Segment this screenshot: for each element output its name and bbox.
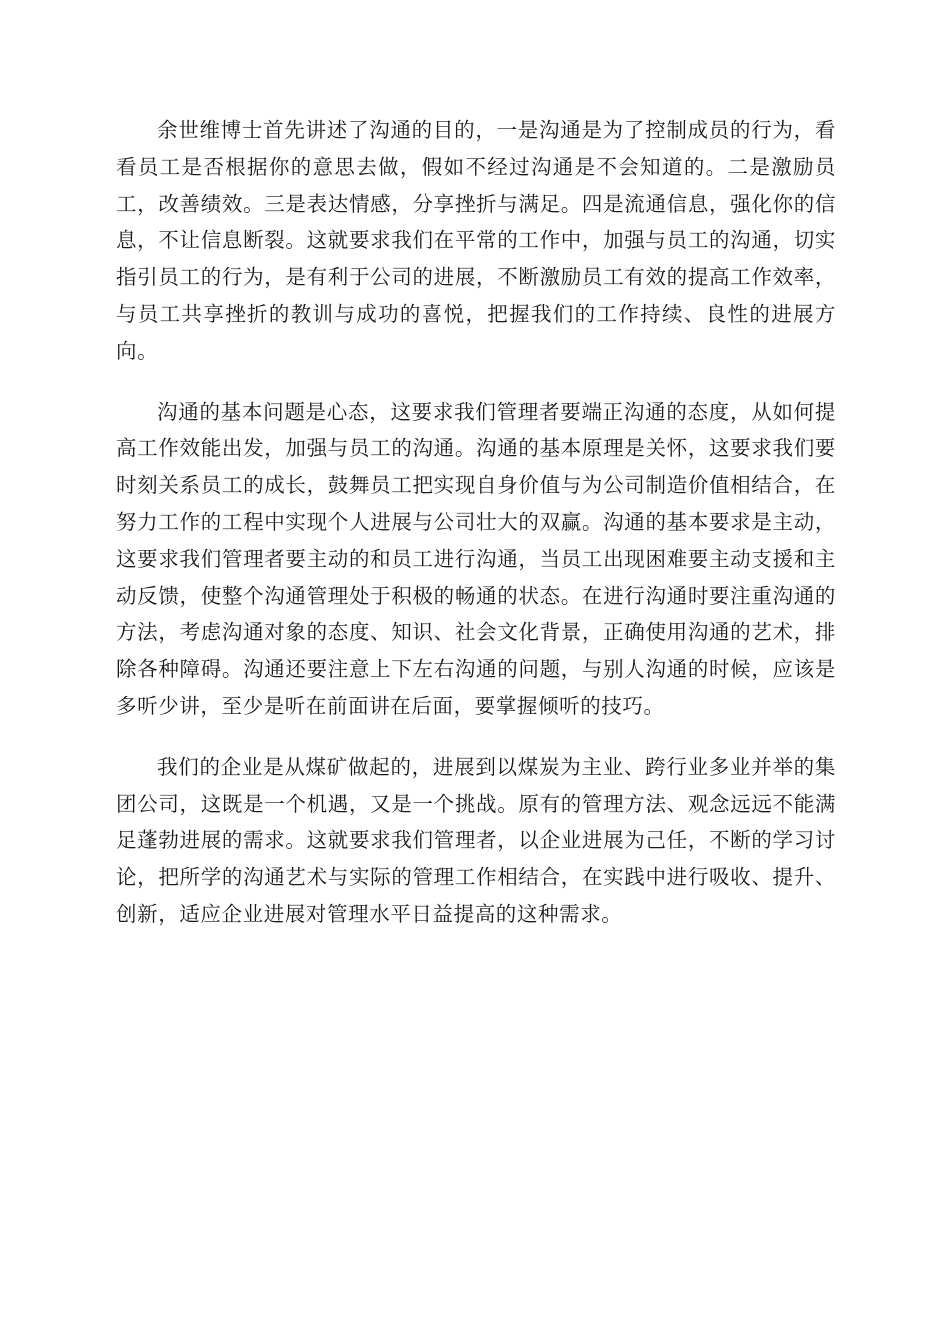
paragraph-enterprise-development: 我们的企业是从煤矿做起的，进展到以煤炭为主业、跨行业多业并举的集团公司，这既是一个机遇，又是一个挑战。原有的管理方法、观念远远不能满足蓬勃进展的需求。这就要求我们管理者，以企业进展为己任，不断的学习讨论，把所学的沟通艺术与实际的管理工作相结合，在实践中进行吸收、提升、创新，适应企业进展对管理水平日益提高的这种需求。 — [116, 754, 836, 926]
document-body — [116, 112, 836, 933]
paragraph-communication-purpose: 余世维博士首先讲述了沟通的目的，一是沟通是为了控制成员的行为，看看员工是否根据你的意思去做，假如不经过沟通是不会知道的。二是激励员工，改善绩效。三是表达情感，分享挫折与满足。四是流通信息，强化你的信息，不让信息断裂。这就要求我们在平常的工作中，加强与员工的沟通，切实指引员工的行为，是有利于公司的进展，不断激励员工有效的提高工作效率，与员工共享挫折的教训与成功的喜悦，把握我们的工作持续、良性的进展方向。 — [116, 118, 836, 363]
paragraph-communication-principles: 沟通的基本问题是心态，这要求我们管理者要端正沟通的态度，从如何提高工作效能出发，加强与员工的沟通。沟通的基本原理是关怀，这要求我们要时刻关系员工的成长，鼓舞员工把实现自身价值与为公司制造价值相结合，在努力工作的工程中实现个人进展与公司壮大的双赢。沟通的基本要求是主动，这要求我们管理者要主动的和员工进行沟通，当员工出现困难要主动支援和主动反馈，使整个沟通管理处于积极的畅通的状态。在进行沟通时要注重沟通的方法，考虑沟通对象的态度、知识、社会文化背景，正确使用沟通的艺术，排除各种障碍。沟通还要注意上下左右沟通的问题，与别人沟通的时候，应该是多听少讲，至少是听在前面讲在后面，要掌握倾听的技巧。 — [116, 399, 836, 718]
